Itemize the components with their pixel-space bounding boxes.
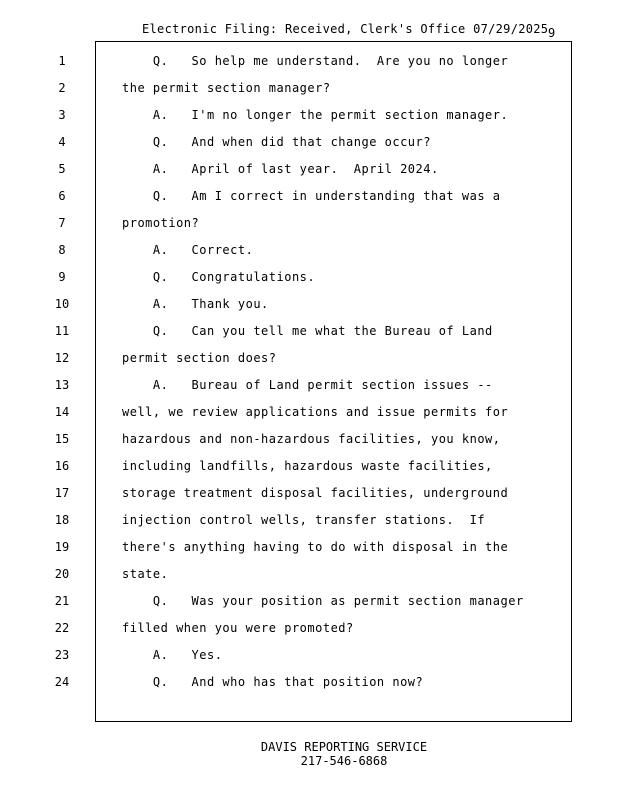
reporter-name: DAVIS REPORTING SERVICE xyxy=(260,740,428,754)
transcript-line xyxy=(0,567,618,594)
line-text: A. I'm no longer the permit section manager. xyxy=(122,108,509,122)
transcript-line xyxy=(0,54,618,81)
filing-stamp: Electronic Filing: Received, Clerk's Office 07/29/2025 xyxy=(142,22,549,36)
line-number: 15 xyxy=(54,432,70,446)
page-number: 9 xyxy=(548,26,556,40)
transcript-line xyxy=(0,648,618,675)
line-number: 5 xyxy=(58,162,66,176)
transcript-line xyxy=(0,621,618,648)
line-number: 11 xyxy=(54,324,70,338)
line-text: including landfills, hazardous waste facilities, xyxy=(122,459,493,473)
line-text: A. Yes. xyxy=(122,648,223,662)
transcript-line xyxy=(0,297,618,324)
transcript-line xyxy=(0,216,618,243)
line-number: 14 xyxy=(54,405,70,419)
line-text: hazardous and non-hazardous facilities, you know, xyxy=(122,432,501,446)
line-text: Q. And who has that position now? xyxy=(122,675,424,689)
line-number: 24 xyxy=(54,675,70,689)
line-number: 20 xyxy=(54,567,70,581)
line-text: promotion? xyxy=(122,216,200,230)
line-number: 9 xyxy=(58,270,66,284)
line-number: 12 xyxy=(54,351,70,365)
transcript-line xyxy=(0,351,618,378)
line-number: 6 xyxy=(58,189,66,203)
line-text: A. Bureau of Land permit section issues -- xyxy=(122,378,493,392)
transcript-line xyxy=(0,81,618,108)
line-text: A. April of last year. April 2024. xyxy=(122,162,439,176)
line-text: permit section does? xyxy=(122,351,277,365)
line-number: 23 xyxy=(54,648,70,662)
line-text: storage treatment disposal facilities, underground xyxy=(122,486,509,500)
line-number: 1 xyxy=(58,54,66,68)
transcript-line xyxy=(0,243,618,270)
transcript-line xyxy=(0,270,618,297)
line-number: 2 xyxy=(58,81,66,95)
line-number: 4 xyxy=(58,135,66,149)
line-text: state. xyxy=(122,567,169,581)
transcript-line xyxy=(0,432,618,459)
line-text: filled when you were promoted? xyxy=(122,621,354,635)
transcript-line xyxy=(0,324,618,351)
line-text: Q. Was your position as permit section manager xyxy=(122,594,524,608)
line-text: Q. Congratulations. xyxy=(122,270,316,284)
line-text: there's anything having to do with disposal in the xyxy=(122,540,509,554)
line-number: 19 xyxy=(54,540,70,554)
line-number: 21 xyxy=(54,594,70,608)
line-number: 10 xyxy=(54,297,70,311)
line-text: injection control wells, transfer stations. If xyxy=(122,513,486,527)
line-text: Q. So help me understand. Are you no longer xyxy=(122,54,509,68)
transcript-line xyxy=(0,162,618,189)
transcript-line xyxy=(0,594,618,621)
transcript-line xyxy=(0,540,618,567)
reporter-phone: 217-546-6868 xyxy=(300,754,388,768)
transcript-line xyxy=(0,513,618,540)
transcript-line xyxy=(0,459,618,486)
line-number: 22 xyxy=(54,621,70,635)
line-number: 3 xyxy=(58,108,66,122)
line-number: 8 xyxy=(58,243,66,257)
line-text: Q. And when did that change occur? xyxy=(122,135,431,149)
line-text: well, we review applications and issue permits for xyxy=(122,405,509,419)
transcript-line xyxy=(0,378,618,405)
line-text: Q. Can you tell me what the Bureau of Land xyxy=(122,324,493,338)
line-number: 16 xyxy=(54,459,70,473)
transcript-line xyxy=(0,486,618,513)
line-number: 13 xyxy=(54,378,70,392)
line-text: A. Correct. xyxy=(122,243,254,257)
transcript-line xyxy=(0,135,618,162)
transcript-line xyxy=(0,675,618,702)
transcript-line xyxy=(0,108,618,135)
line-text: Q. Am I correct in understanding that was a xyxy=(122,189,501,203)
transcript-line xyxy=(0,189,618,216)
transcript-line xyxy=(0,405,618,432)
line-number: 7 xyxy=(58,216,66,230)
line-number: 18 xyxy=(54,513,70,527)
line-number: 17 xyxy=(54,486,70,500)
line-text: the permit section manager? xyxy=(122,81,331,95)
line-text: A. Thank you. xyxy=(122,297,269,311)
